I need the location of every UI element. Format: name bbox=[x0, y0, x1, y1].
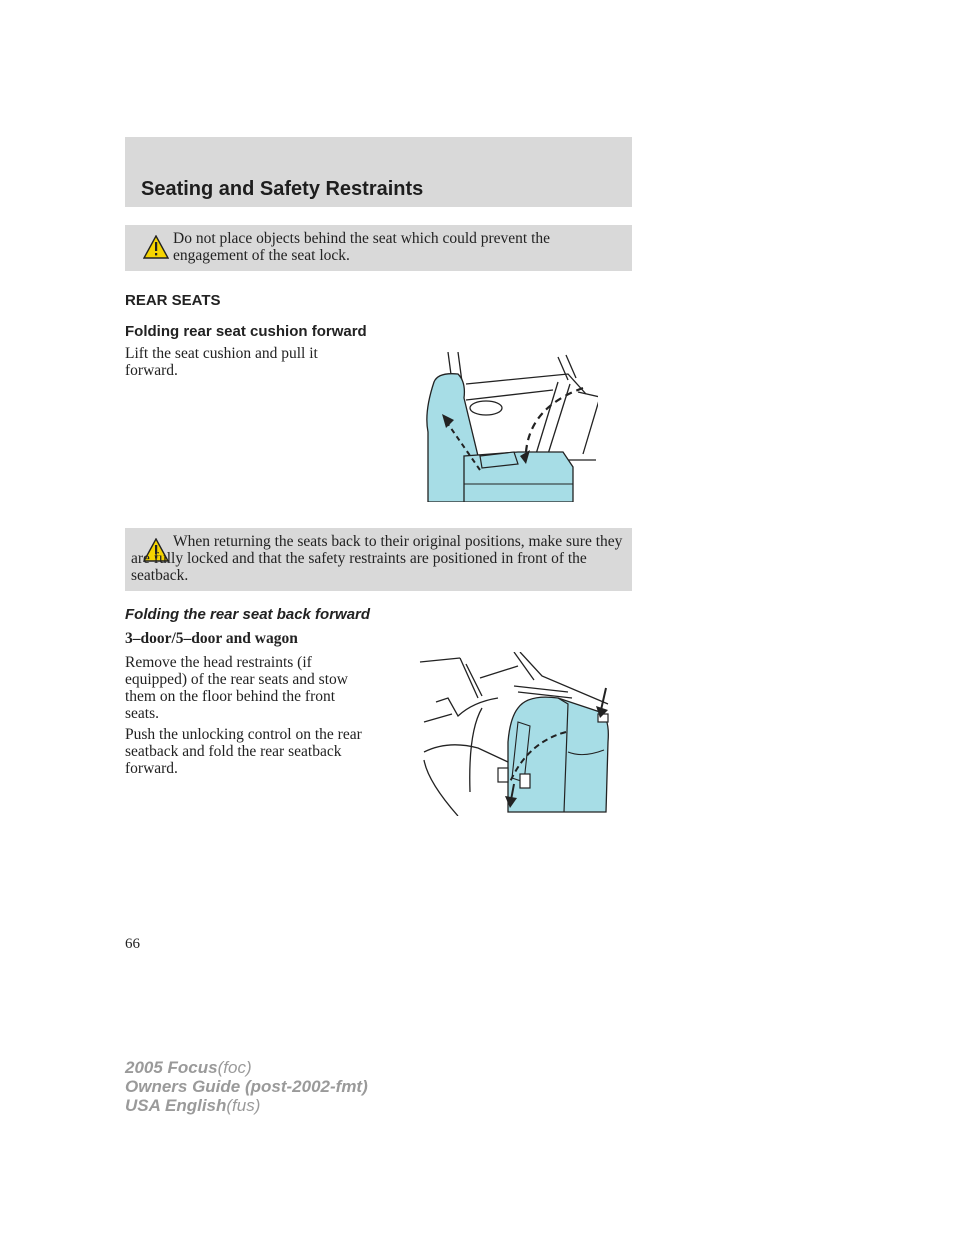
warning-icon bbox=[143, 235, 169, 259]
seat-cushion-illustration bbox=[418, 352, 598, 502]
section-heading: REAR SEATS bbox=[125, 292, 221, 309]
instruction-text: Push the unlocking control on the rear seatback and fold the rear seatback forward. bbox=[125, 726, 362, 777]
section-header bbox=[125, 137, 632, 207]
footer-language-code: (fus) bbox=[226, 1096, 261, 1115]
page-title: Seating and Safety Restraints bbox=[141, 178, 424, 200]
subsection-heading: Folding rear seat cushion forward bbox=[125, 323, 367, 340]
section-heading: Folding the rear seat back forward bbox=[125, 606, 371, 623]
warning-box bbox=[125, 225, 632, 271]
footer-language: USA English bbox=[125, 1096, 227, 1115]
subsection-heading: 3–door/5–door and wagon bbox=[125, 630, 298, 647]
seatback-illustration bbox=[418, 652, 612, 816]
warning-box bbox=[125, 528, 632, 591]
footer-model: 2005 Focus bbox=[125, 1058, 218, 1077]
page-number: 66 bbox=[125, 936, 140, 952]
footer-model-code: (foc) bbox=[217, 1058, 252, 1077]
instruction-text: Lift the seat cushion and pull it forward. bbox=[125, 345, 318, 379]
warning-text: Do not place objects behind the seat which could prevent the engagement of the seat lock. bbox=[173, 230, 551, 264]
document-footer bbox=[125, 1058, 368, 1115]
warning-text: When returning the seats back to their original positions, make sure they are fully locked and that the safety restraints are positioned in front of the seatback. bbox=[131, 533, 623, 584]
instruction-text: Remove the head restraints (if equipped) of the rear seats and stow them on the floor behind the front seats. bbox=[125, 654, 348, 722]
footer-guide: Owners Guide (post-2002-fmt) bbox=[125, 1077, 368, 1096]
